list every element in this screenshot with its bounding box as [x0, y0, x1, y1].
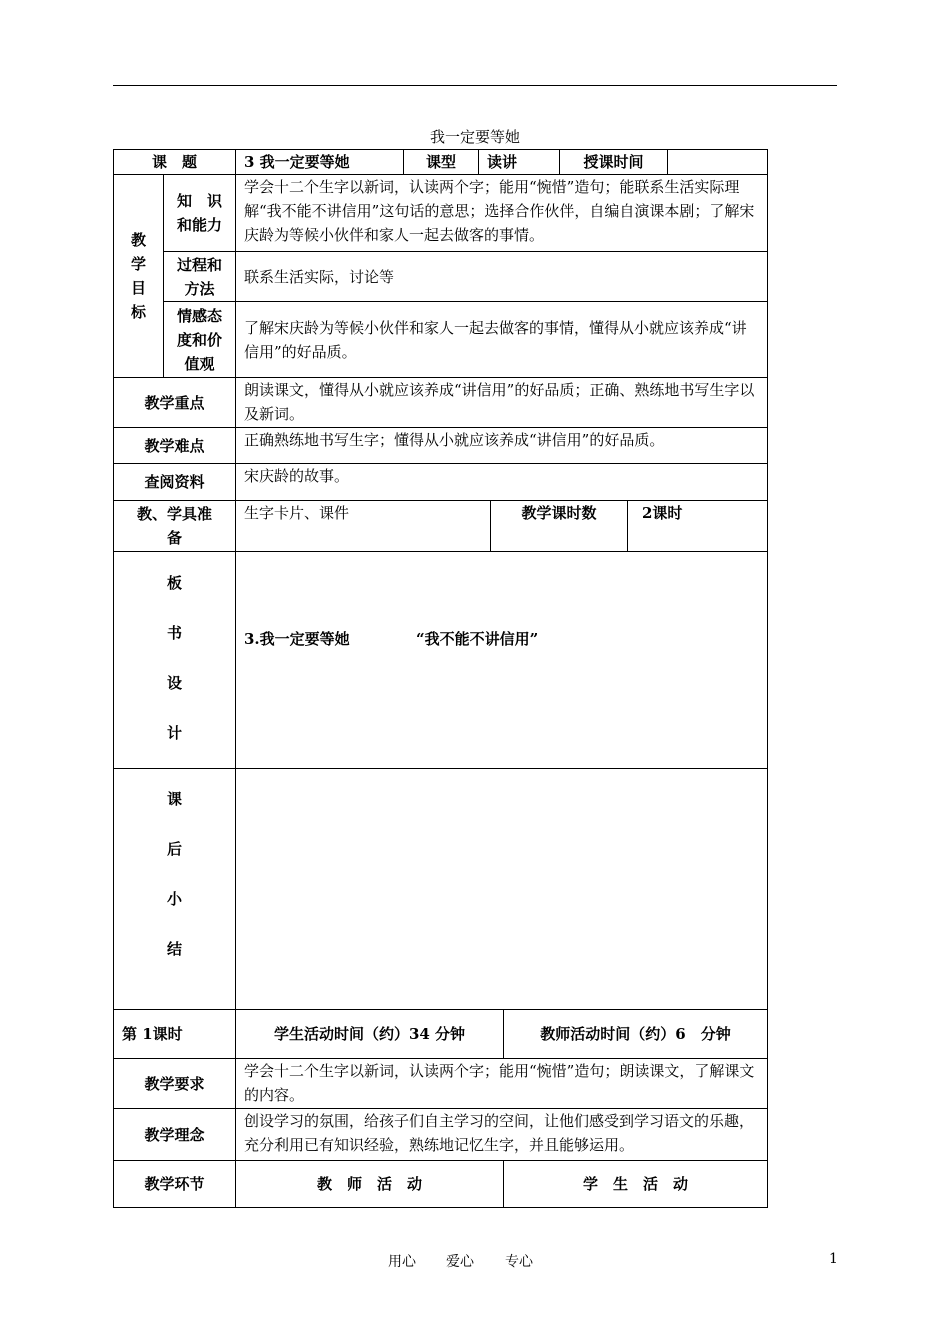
key-points-label: 教学重点: [113, 377, 236, 428]
process-text: 联系生活实际，讨论等: [235, 251, 768, 302]
hours-label: 教学课时数: [490, 500, 628, 552]
references-label: 查阅资料: [113, 463, 236, 501]
difficulties-label: 教学难点: [113, 427, 236, 464]
footer-text-2: 爱心: [446, 1254, 474, 1270]
steps-label: 教学环节: [113, 1160, 236, 1208]
lesson-value: 3 我一定要等她: [235, 149, 404, 175]
time-value: [667, 149, 768, 175]
summary-content: [235, 768, 768, 1010]
footer-text-3: 专心: [505, 1254, 533, 1270]
header-rule: [113, 85, 837, 86]
emotion-text: 了解宋庆龄为等候小伙伴和家人一起去做客的事情，懂得从小就应该养成“讲信用”的好品质。: [235, 301, 768, 378]
key-points-text: 朗读课文，懂得从小就应该养成“讲信用”的好品质；正确、熟练地书写生字以及新词。: [235, 377, 768, 428]
type-value: 读讲: [478, 149, 560, 175]
requirements-text: 学会十二个生字以新词，认读两个字；能用“惋惜”造句；朗读课文，了解课文的内容。: [235, 1058, 768, 1109]
teacher-activity-header: 教 师 活 动: [235, 1160, 504, 1208]
session-label: 第 1课时: [113, 1009, 236, 1059]
process-label: 过程和 方法: [163, 251, 236, 302]
footer-text-1: 用心: [388, 1254, 416, 1270]
lesson-label: 课 题: [113, 149, 236, 175]
requirements-label: 教学要求: [113, 1058, 236, 1109]
tools-label: 教、学具准 备: [113, 500, 236, 552]
summary-label: 课 后 小 结: [113, 768, 236, 1010]
philosophy-label: 教学理念: [113, 1108, 236, 1161]
difficulties-text: 正确熟练地书写生字；懂得从小就应该养成“讲信用”的好品质。: [235, 427, 768, 464]
document-title: 我一定要等她: [429, 128, 520, 146]
knowledge-text: 学会十二个生字以新词，认读两个字；能用“惋惜”造句；能联系生活实际理解“我不能不讲信用”这句话的意思；选择合作伙伴，自编自演课本剧；了解宋庆龄为等候小伙伴和家人一起去做客的事情。: [235, 174, 768, 252]
time-label: 授课时间: [559, 149, 668, 175]
emotion-label: 情感态 度和价 值观: [163, 301, 236, 378]
board-label: 板 书 设 计: [113, 551, 236, 769]
page-number: 1: [829, 1251, 838, 1267]
references-text: 宋庆龄的故事。: [235, 463, 768, 501]
knowledge-label: 知 识 和能力: [163, 174, 236, 252]
board-quote: “我不能不讲信用”: [416, 630, 539, 648]
type-label: 课型: [403, 149, 479, 175]
philosophy-text: 创设学习的氛围，给孩子们自主学习的空间，让他们感受到学习语文的乐趣，充分利用已有知识经验，熟练地记忆生字，并且能够运用。: [235, 1108, 768, 1161]
tools-text: 生字卡片、课件: [235, 500, 491, 552]
student-time: 学生活动时间（约）34 分钟: [235, 1009, 504, 1059]
student-activity-header: 学 生 活 动: [503, 1160, 768, 1208]
board-title: 3.我一定要等她: [244, 630, 350, 648]
hours-value: 2课时: [627, 500, 768, 552]
board-content: [235, 551, 768, 769]
teacher-time: 教师活动时间（约）6 分钟: [503, 1009, 768, 1059]
goals-label: 教 学 目 标: [113, 174, 164, 378]
